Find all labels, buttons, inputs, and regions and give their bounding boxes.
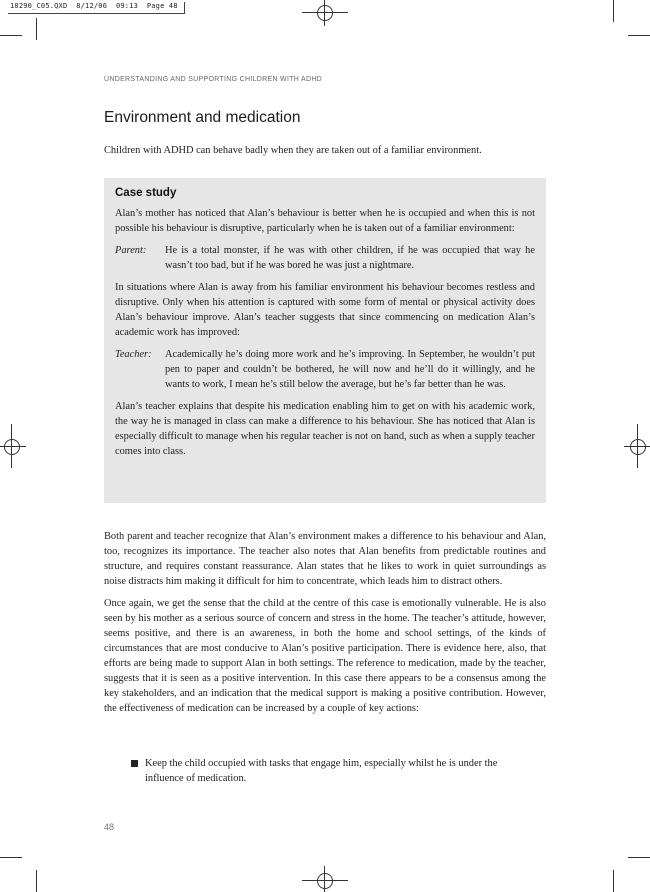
case-study-box: [104, 178, 546, 503]
page-number: 48: [104, 822, 115, 832]
case-paragraph: In situations where Alan is away from his familiar environment his behaviour becomes restless and disruptive. Only when his attention is captured with some form of mental or physical activity does Alan’s behaviour improve. Alan’s teacher suggests that since commencing on medication Alan’s academic work has improved:: [115, 282, 535, 338]
crop-mark: [36, 870, 37, 892]
print-slug: 10290_C05.QXD 8/12/06 09:13 Page 48: [8, 2, 185, 14]
crop-mark: [628, 35, 650, 36]
body-text: [104, 529, 546, 723]
running-head: UNDERSTANDING AND SUPPORTING CHILDREN WITH ADHD: [104, 76, 323, 83]
crop-mark: [613, 870, 614, 892]
crop-mark: [0, 35, 22, 36]
crop-mark: [0, 857, 22, 858]
case-paragraph: Alan’s mother has noticed that Alan’s behaviour is better when he is occupied and when this is not possible his behaviour is disruptive, particularly when he is taken out of a familiar environment:: [115, 208, 535, 234]
section-title: Environment and medication: [104, 109, 301, 126]
bullet-item: [131, 756, 511, 786]
case-paragraph: Alan’s teacher explains that despite his medication enabling him to get on with his academic work, the way he is managed in class can make a difference to his behaviour. She has noticed that Alan is especially difficult to manage when his regular teacher is not on hand, such as when a supply teacher comes into class.: [115, 401, 535, 457]
body-paragraph: Once again, we get the sense that the child at the centre of this case is emotionally vulnerable. He is also seen by his mother as a serious source of concern and stress in the home. The teacher’s attitude, however, seems positive, and there is an awareness, in both the home and school settings, of the kinds of circumstances that are most conducive to Alan’s positive participation. There is evidence here, also, that efforts are being made to support Alan in both settings. The reference to medication, made by the teacher, suggests that it is seen as a positive intervention. In this case there appears to be a consensus among the key stakeholders, and an indication that the medical support is making a positive contribution. However, the effectiveness of medication can be increased by a couple of key actions:: [104, 598, 546, 714]
parent-quote: [115, 243, 535, 273]
body-paragraph: Both parent and teacher recognize that Alan’s environment makes a difference to his behaviour and Alan, too, recognizes its importance. The teacher also notes that Alan benefits from predictable routines and structure, and requires constant reassurance. Alan states that he likes to work in quiet surroundings as noise distracts him making it difficult for him to concentrate, which leads him to distract others.: [104, 531, 546, 587]
quote-speaker: Teacher:: [115, 349, 152, 360]
intro-paragraph: Children with ADHD can behave badly when they are taken out of a familiar environment.: [104, 145, 482, 156]
quote-text: He is a total monster, if he was with other children, if he was occupied that way he wasn’t too bad, but if he was bored he was just a nightmare.: [165, 245, 535, 271]
crop-mark: [36, 18, 37, 40]
crop-mark: [628, 857, 650, 858]
crop-mark: [613, 0, 614, 22]
teacher-quote: [115, 347, 535, 392]
case-study-heading: Case study: [115, 187, 177, 199]
quote-speaker: Parent:: [115, 245, 147, 256]
square-bullet-icon: [131, 760, 138, 767]
quote-text: Academically he’s doing more work and he’s improving. In September, he wouldn’t put pen to paper and couldn’t be bothered, he will now and he’ll do it willingly, and he wants to work, I mean he’s still below the average, but he’s far better than he was.: [165, 349, 535, 390]
bullet-text: Keep the child occupied with tasks that engage him, especially whilst he is under the influence of medication.: [145, 758, 498, 784]
